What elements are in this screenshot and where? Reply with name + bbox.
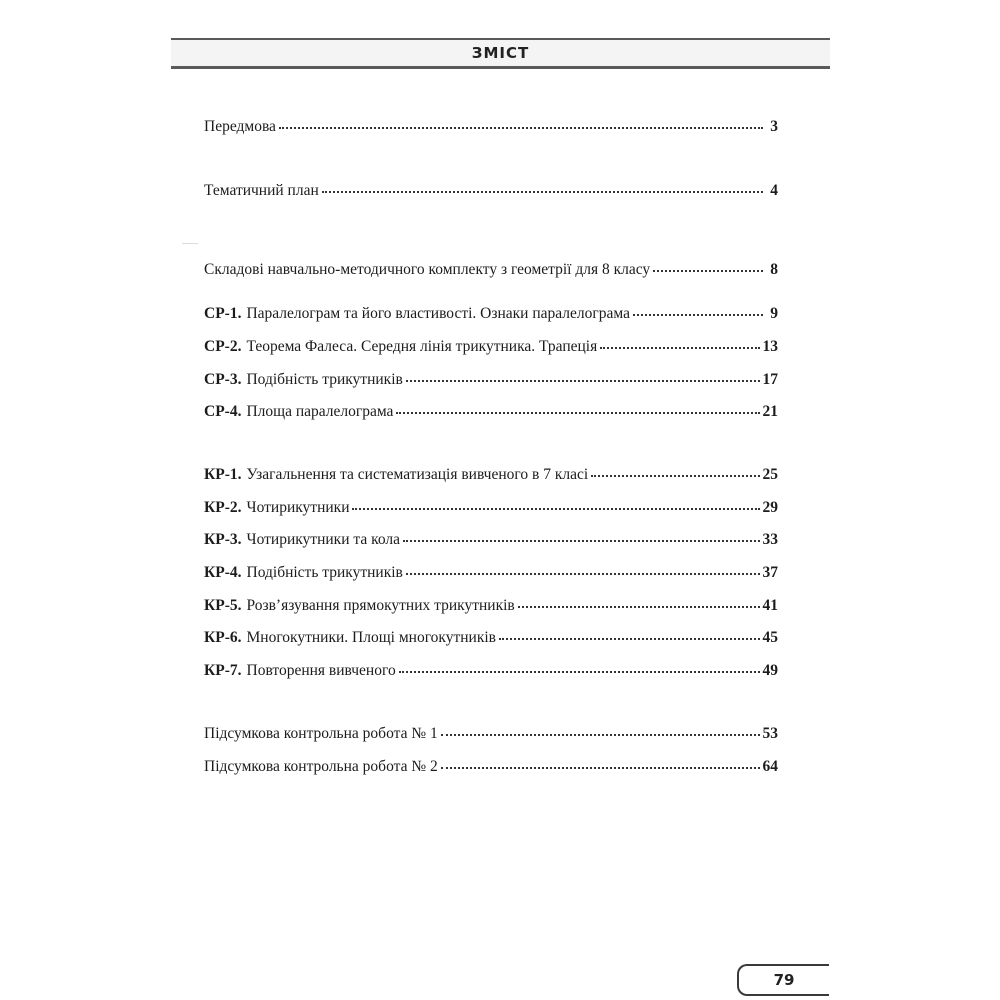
toc-entry[interactable] [204, 370, 778, 389]
toc-entry-title: Подібність трикутників [246, 564, 403, 581]
toc-entry-code: КР-1. [204, 466, 242, 483]
toc-entry[interactable] [204, 337, 778, 356]
toc-entry-page: 45 [762, 629, 778, 646]
toc-entry-page: 37 [762, 564, 778, 581]
toc-dot-leader [399, 659, 760, 673]
toc-entry-title: Чотирикутники та кола [246, 531, 400, 548]
toc-entry[interactable] [204, 757, 778, 776]
toc-dot-leader [518, 594, 760, 608]
toc-entry-title: Площа паралелограма [246, 403, 394, 420]
toc-dot-leader [499, 626, 760, 640]
toc-dot-leader [406, 368, 760, 382]
page-title: ЗМІСТ [471, 44, 530, 62]
toc-entry-code: СР-4. [204, 403, 242, 420]
scan-mark [182, 243, 198, 244]
toc-entry-page: 49 [762, 662, 778, 679]
toc-dot-leader [633, 302, 763, 316]
toc-entry-title: Паралелограм та його властивості. Ознаки паралелограма [246, 305, 630, 322]
toc-entry[interactable] [204, 596, 778, 615]
toc-entry[interactable] [204, 181, 778, 200]
toc-entry[interactable] [204, 498, 778, 517]
toc-entry-title: Повторення вивченого [246, 662, 396, 679]
toc-entry-title: Розв’язування прямокутних трикутників [246, 597, 515, 614]
toc-dot-leader [279, 115, 763, 129]
toc-dot-leader [441, 755, 760, 769]
toc-entry-page: 53 [762, 725, 778, 742]
toc-entry-page: 17 [762, 371, 778, 388]
toc-entry-code: СР-1. [204, 305, 242, 322]
toc-entry-code: СР-2. [204, 338, 242, 355]
toc-dot-leader [403, 528, 760, 542]
toc-entry[interactable] [204, 530, 778, 549]
toc-entry-page: 25 [762, 466, 778, 483]
toc-entry[interactable] [204, 117, 778, 136]
toc-entry[interactable] [204, 628, 778, 647]
toc-entry-page: 3 [770, 118, 778, 135]
toc-entry[interactable] [204, 724, 778, 743]
toc-dot-leader [591, 463, 759, 477]
toc-dot-leader [396, 400, 759, 414]
toc-entry-title: Підсумкова контрольна робота № 2 [204, 758, 438, 775]
toc-entry[interactable] [204, 402, 778, 421]
toc-dot-leader [600, 335, 759, 349]
toc-entry-code: КР-5. [204, 597, 242, 614]
toc-entry-page: 29 [762, 499, 778, 516]
toc-entry-title: Тематичний план [204, 182, 319, 199]
header-band [171, 38, 830, 69]
toc-entry-title: Підсумкова контрольна робота № 1 [204, 725, 438, 742]
toc-entry-code: КР-6. [204, 629, 242, 646]
toc-entry-code: КР-2. [204, 499, 242, 516]
toc-entry-title: Многокутники. Площі многокутників [246, 629, 496, 646]
toc-entry[interactable] [204, 563, 778, 582]
toc-dot-leader [441, 722, 760, 736]
toc-entry-title: Передмова [204, 118, 276, 135]
toc-entry-title: Узагальнення та систематизація вивченого в 7 класі [246, 466, 589, 483]
toc-entry[interactable] [204, 304, 778, 323]
toc-entry-page: 33 [762, 531, 778, 548]
toc-entry-page: 41 [762, 597, 778, 614]
toc-entry-page: 13 [762, 338, 778, 355]
toc-dot-leader [653, 258, 763, 272]
toc-dot-leader [352, 496, 759, 510]
toc-entry-title: Теорема Фалеса. Середня лінія трикутника. Трапеція [246, 338, 598, 355]
toc-entry-title: Чотирикутники [246, 499, 350, 516]
toc-entry-code: СР-3. [204, 371, 242, 388]
toc-dot-leader [406, 561, 760, 575]
toc-entry-page: 9 [770, 305, 778, 322]
toc-entry[interactable] [204, 661, 778, 680]
toc-entry-title: Складові навчально-методичного комплекту з геометрії для 8 класу [204, 261, 651, 278]
toc-entry-title: Подібність трикутників [246, 371, 403, 388]
toc-dot-leader [322, 179, 763, 193]
page-margin [0, 0, 158, 1000]
page-number-tab [737, 964, 829, 996]
toc-entry-page: 64 [762, 758, 778, 775]
toc-entry-code: КР-7. [204, 662, 242, 679]
toc-entry[interactable] [204, 465, 778, 484]
toc-entry-code: КР-3. [204, 531, 242, 548]
page-number: 79 [773, 971, 795, 989]
toc-entry[interactable] [204, 260, 778, 279]
toc-entry-page: 8 [770, 261, 778, 278]
toc-entry-code: КР-4. [204, 564, 242, 581]
toc-entry-page: 21 [762, 403, 778, 420]
toc-entry-page: 4 [770, 182, 778, 199]
